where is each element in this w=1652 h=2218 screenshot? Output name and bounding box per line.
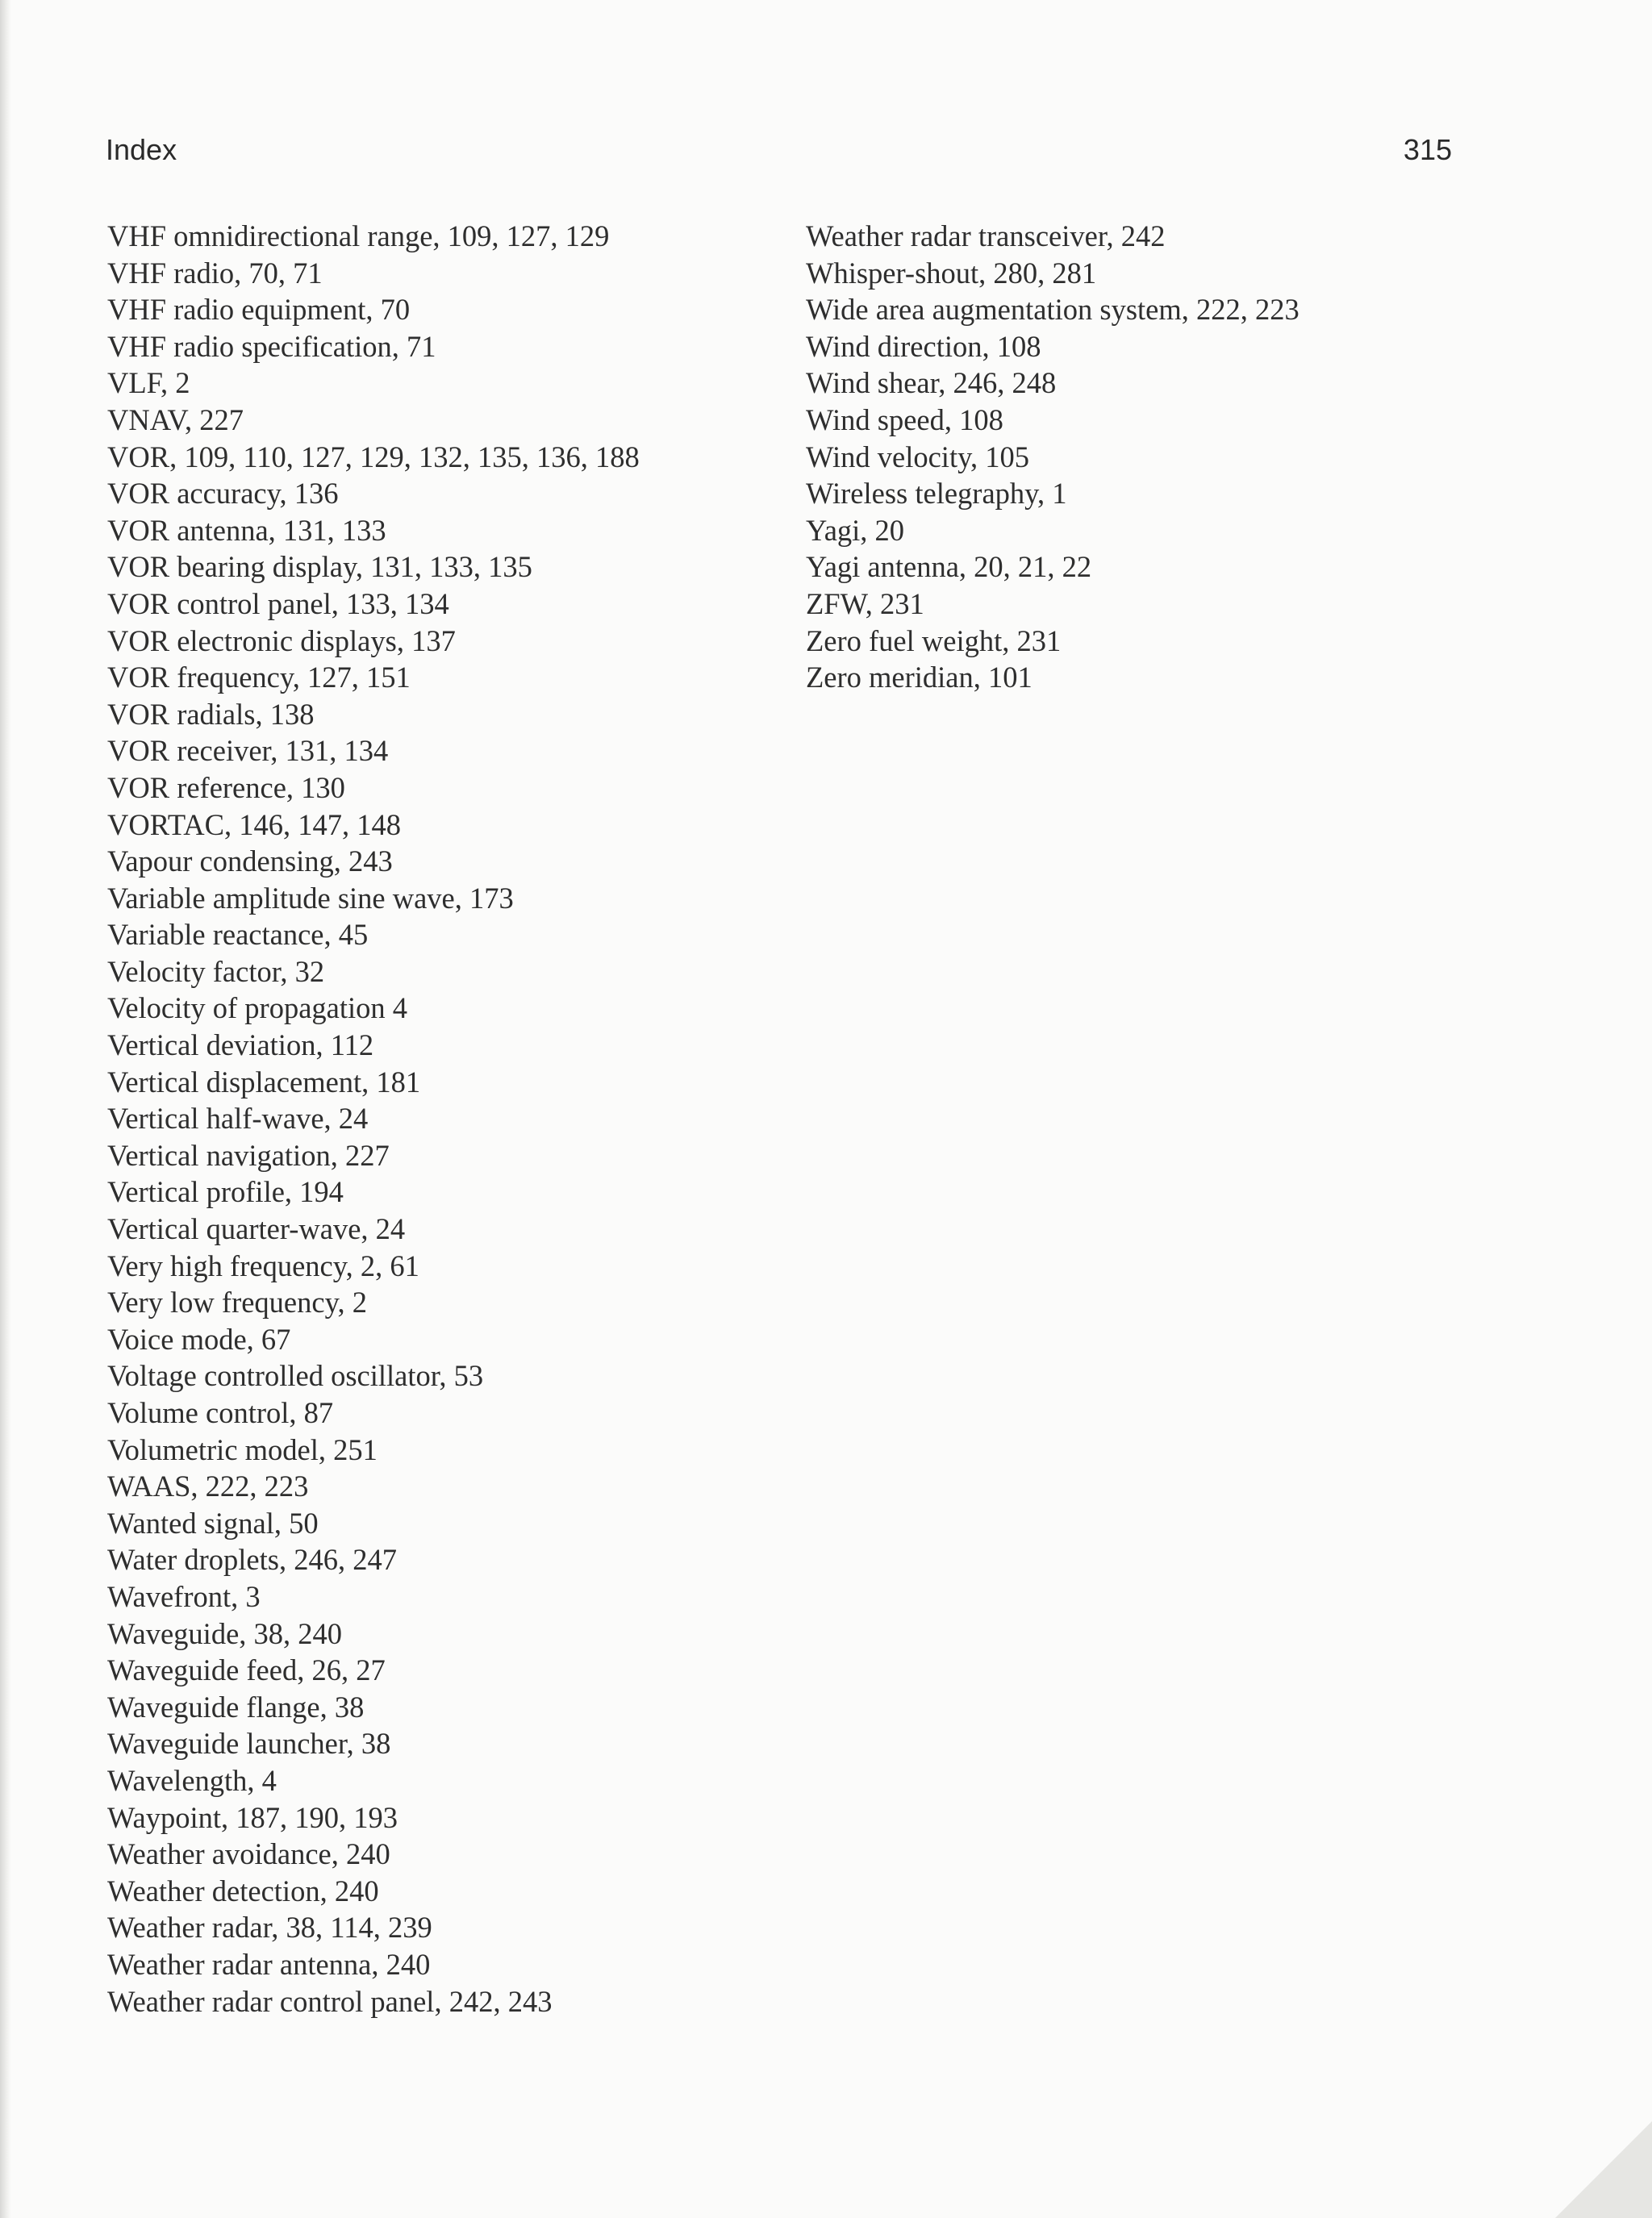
index-entry: Wind direction, 108: [806, 329, 1041, 363]
index-entry: Waveguide, 38, 240: [107, 1616, 343, 1650]
index-entry: Vertical half-wave, 24: [107, 1102, 369, 1136]
index-entry: Wide area augmentation system, 222, 223: [806, 293, 1299, 327]
page-edge-shadow: [0, 0, 11, 2218]
index-group-wrapper: [806, 512, 1532, 586]
index-entry: VOR antenna, 131, 133: [107, 513, 386, 547]
index-entry: VNAV, 227: [107, 402, 244, 436]
index-entry: Vertical displacement, 181: [107, 1065, 421, 1099]
index-entry: VOR electronic displays, 137: [107, 623, 456, 657]
index-group-wrapper: [107, 218, 801, 1468]
index-entry: Wind velocity, 105: [806, 440, 1029, 473]
index-entry: VOR accuracy, 136: [107, 477, 339, 511]
index-entry: VHF radio specification, 71: [107, 329, 436, 363]
index-entry: VOR control panel, 133, 134: [107, 586, 449, 620]
index-entry: Voice mode, 67: [107, 1322, 291, 1356]
index-entry: Vapour condensing, 243: [107, 844, 393, 878]
index-entry: ZFW, 231: [806, 586, 924, 620]
index-entry: Variable amplitude sine wave, 173: [107, 881, 514, 915]
index-entry: Vertical quarter-wave, 24: [107, 1212, 406, 1246]
running-head-title: Index: [106, 133, 177, 166]
index-entry: Wireless telegraphy, 1: [806, 477, 1067, 511]
index-entry: Velocity factor, 32: [107, 954, 325, 988]
index-entry: Yagi, 20: [806, 513, 905, 547]
index-entry: Weather avoidance, 240: [107, 1837, 390, 1871]
index-entry: VORTAC, 146, 147, 148: [107, 807, 401, 841]
index-entry: Wavefront, 3: [107, 1579, 261, 1613]
index-entry: VHF radio, 70, 71: [107, 256, 323, 290]
index-letter-group: [107, 1468, 801, 2020]
index-entry: Variable reactance, 45: [107, 918, 369, 952]
index-entry: Velocity of propagation 4: [107, 991, 408, 1025]
index-entry: Very high frequency, 2, 61: [107, 1249, 419, 1282]
index-entry: Waveguide flange, 38: [107, 1690, 365, 1724]
index-entry: Waveguide feed, 26, 27: [107, 1653, 386, 1687]
index-entry: VHF omnidirectional range, 109, 127, 129: [107, 219, 610, 252]
index-entry: Wavelength, 4: [107, 1763, 277, 1797]
index-entry: Wanted signal, 50: [107, 1506, 319, 1540]
index-entry: Zero meridian, 101: [806, 661, 1032, 694]
index-entry: VLF, 2: [107, 366, 190, 400]
index-entry: Wind speed, 108: [806, 402, 1003, 436]
page-number: 315: [1403, 133, 1452, 166]
index-entry: Voltage controlled oscillator, 53: [107, 1359, 484, 1393]
index-entry: Water droplets, 246, 247: [107, 1543, 397, 1577]
index-entry: Waypoint, 187, 190, 193: [107, 1800, 398, 1834]
index-entry: VHF radio equipment, 70: [107, 293, 411, 327]
index-entry: Volume control, 87: [107, 1396, 334, 1429]
index-entry: Vertical navigation, 227: [107, 1138, 390, 1172]
index-column-right: [806, 218, 1532, 696]
index-entry: Very low frequency, 2: [107, 1286, 367, 1320]
index-letter-group: [806, 512, 1532, 586]
index-entry: VOR, 109, 110, 127, 129, 132, 135, 136, 188: [107, 440, 640, 473]
index-entry: Weather radar control panel, 242, 243: [107, 1984, 553, 2018]
index-entry: Weather detection, 240: [107, 1874, 379, 1907]
index-entry: VOR frequency, 127, 151: [107, 661, 411, 694]
page-corner-fold: [1555, 2121, 1652, 2218]
index-column-left: [107, 218, 801, 2020]
index-letter-group: [806, 586, 1532, 696]
index-group-wrapper: [107, 1468, 801, 2020]
index-letter-group: [107, 218, 801, 1468]
index-entry: Wind shear, 246, 248: [806, 366, 1057, 400]
index-letter-group: [806, 218, 1532, 512]
index-entry: VOR reference, 130: [107, 770, 345, 804]
index-entry: Volumetric model, 251: [107, 1432, 378, 1466]
index-entry: Weather radar antenna, 240: [107, 1947, 431, 1981]
index-entry: Vertical profile, 194: [107, 1175, 344, 1209]
index-entry: Zero fuel weight, 231: [806, 623, 1062, 657]
index-entry: Vertical deviation, 112: [107, 1028, 374, 1062]
index-entry: Whisper-shout, 280, 281: [806, 256, 1097, 290]
index-entry: VOR receiver, 131, 134: [107, 734, 389, 768]
index-group-wrapper: [806, 586, 1532, 696]
index-entry: WAAS, 222, 223: [107, 1470, 309, 1503]
index-entry: Yagi antenna, 20, 21, 22: [806, 550, 1092, 584]
index-entry: Weather radar, 38, 114, 239: [107, 1911, 432, 1945]
index-entry: Weather radar transceiver, 242: [806, 219, 1166, 252]
index-entry: VOR radials, 138: [107, 697, 315, 731]
index-entry: Waveguide launcher, 38: [107, 1727, 391, 1761]
index-entry: VOR bearing display, 131, 133, 135: [107, 550, 532, 584]
index-group-wrapper: [806, 218, 1532, 512]
